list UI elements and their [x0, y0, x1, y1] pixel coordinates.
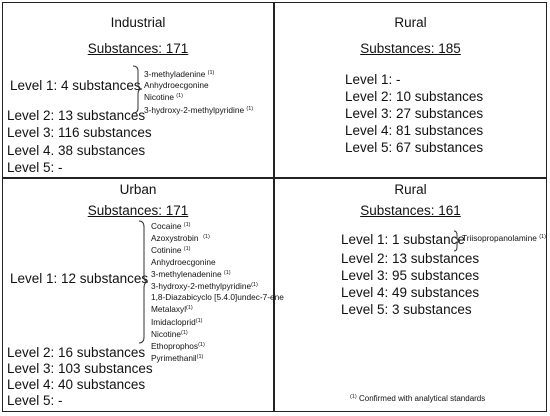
- level-3: Level 3: 95 substances: [341, 268, 480, 283]
- industrial-compound-list: [144, 68, 253, 116]
- rural-compound-list: [462, 232, 546, 244]
- compound-item: Anhydroecgonine: [144, 80, 209, 91]
- level-2: Level 2: 13 substances: [341, 251, 480, 266]
- compound-item: Cocaine $^{(1)}$: [151, 221, 191, 231]
- quadrant-title: Urban: [119, 182, 157, 197]
- level-1: Level 1: 4 substances: [10, 78, 141, 93]
- quadrant-title: Rural: [394, 15, 427, 30]
- level-3: Level 3: 27 substances: [345, 106, 484, 121]
- compound-item: Metalaxyl$^{(1)}$: [151, 304, 193, 315]
- level-4: Level 4: 81 substances: [345, 123, 484, 138]
- quadrant-title: Industrial: [110, 15, 166, 30]
- compound-item: Nicotine$^{(1)}$: [151, 328, 188, 339]
- level-1: Level 1: -: [345, 72, 401, 87]
- brace-icon: [137, 220, 149, 345]
- level-5: Level 5: -: [7, 393, 63, 408]
- compound-item: 3-hydroxy-2-methylpyridine $^{(1)}$: [144, 104, 254, 115]
- compound-item: Anhydroecgonine: [151, 256, 216, 267]
- level-4: Level 4. 38 substances: [7, 143, 146, 158]
- compound-item: 1,8-Diazabicyclo [5.4.0]undec-7-ene: [151, 292, 284, 303]
- compound-item: 3-hydroxy-2-methylpyridine$^{(1)}$: [151, 281, 258, 292]
- compound-item: 3-methylenadenine $^{(1)}$: [151, 268, 231, 279]
- urban-quadrant: [3, 179, 284, 411]
- compound-item: 3-methyladenine $^{(1)}$: [144, 69, 215, 79]
- level-2: Level 2: 16 substances: [7, 345, 146, 360]
- substances-count: Substances: 171: [87, 203, 189, 218]
- compound-item: Ethoprophos$^{(1)}$: [151, 341, 205, 352]
- compound-item: Azoxystrobin $^{(1)}$: [151, 233, 210, 244]
- substances-count: Substances: 185: [360, 41, 461, 56]
- rural-top-quadrant: [275, 3, 546, 177]
- rural-bottom-quadrant: [275, 179, 546, 411]
- level-2: Level 2: 13 substances: [7, 108, 146, 123]
- footnote: $^{(1)}$ Confirmed with analytical standards: [350, 394, 486, 403]
- level-2: Level 2: 10 substances: [345, 89, 484, 104]
- level-5: Level 5: 3 substances: [341, 302, 472, 317]
- compound-item: Pyrimethanil$^{(1)}$: [151, 353, 204, 364]
- level-3: Level 3: 116 substances: [7, 125, 152, 140]
- compound-item: Imidacloprid$^{(1)}$: [151, 316, 203, 327]
- level-4: Level 4: 49 substances: [341, 285, 480, 300]
- urban-compound-list: [151, 220, 284, 364]
- substances-count: Substances: 161: [360, 203, 461, 218]
- compound-item: Cotinine $^{(1)}$: [151, 245, 191, 256]
- level-1: Level 1: 12 substances: [10, 271, 149, 286]
- quadrant-title: Rural: [394, 182, 427, 197]
- substances-count: Substances: 171: [87, 41, 189, 56]
- level-5: Level 5: -: [7, 160, 63, 175]
- level-3: Level 3: 103 substances: [7, 361, 153, 376]
- compound-item: Nicotine $^{(1)}$: [144, 92, 184, 103]
- level-5: Level 5: 67 substances: [345, 140, 484, 155]
- compound-item: Triisopropanolamine $^{(1)}$: [462, 233, 546, 243]
- level-1: Level 1: 1 substance: [341, 232, 465, 247]
- industrial-quadrant: [3, 3, 273, 177]
- brace-icon: [453, 230, 461, 252]
- level-4: Level 4: 40 substances: [7, 377, 146, 392]
